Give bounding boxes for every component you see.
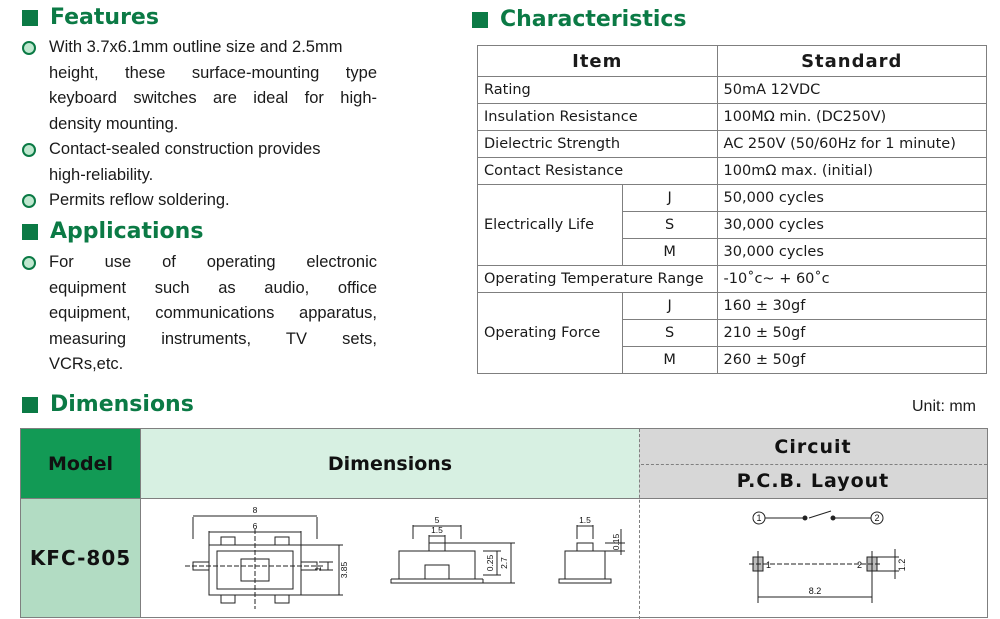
terminal-2-label: 2 bbox=[874, 513, 880, 523]
table-row bbox=[478, 266, 987, 293]
feature-line: With 3.7x6.1mm outline size and 2.5mm bbox=[49, 38, 343, 56]
characteristics-table bbox=[477, 45, 987, 374]
applications-list bbox=[22, 250, 377, 378]
end-view-drawing bbox=[559, 525, 625, 583]
pad-2-label: 2 bbox=[857, 560, 863, 570]
feature-item-1 bbox=[22, 35, 377, 137]
table-row bbox=[478, 158, 987, 185]
row-label: Rating bbox=[478, 77, 718, 104]
circuit-drawing bbox=[753, 511, 883, 524]
table-row bbox=[478, 185, 987, 212]
pcb-header: P.C.B. Layout bbox=[639, 464, 987, 499]
row-value: 160 ± 30gf bbox=[717, 293, 986, 320]
row-value: AC 250V (50/60Hz for 1 minute) bbox=[717, 131, 986, 158]
top-view-drawing bbox=[185, 516, 343, 609]
header-item: Item bbox=[478, 46, 718, 77]
table-row bbox=[478, 77, 987, 104]
dim-top-385: 3.85 bbox=[339, 561, 349, 579]
dim-end-015: 0.15 bbox=[611, 533, 621, 551]
feature-line: Permits reflow soldering. bbox=[49, 191, 230, 209]
row-type: S bbox=[622, 320, 717, 347]
circle-bullet-icon bbox=[22, 256, 36, 270]
table-row bbox=[478, 104, 987, 131]
row-type: J bbox=[622, 185, 717, 212]
dim-side-15: 1.5 bbox=[431, 525, 443, 535]
feature-item-3 bbox=[22, 188, 377, 214]
row-value: 100mΩ max. (initial) bbox=[717, 158, 986, 185]
terminal-1-label: 1 bbox=[756, 513, 762, 523]
column-divider bbox=[639, 429, 640, 619]
row-value: 210 ± 50gf bbox=[717, 320, 986, 347]
row-value: 260 ± 50gf bbox=[717, 347, 986, 374]
table-row bbox=[478, 131, 987, 158]
features-title: Features bbox=[50, 5, 159, 30]
pad-1-label: 1 bbox=[766, 560, 772, 570]
model-header: Model bbox=[21, 429, 141, 499]
dim-pcb-12: 1.2 bbox=[897, 558, 907, 572]
side-view-drawing bbox=[391, 525, 515, 583]
dim-side-27: 2.7 bbox=[499, 557, 509, 569]
row-value: 50mA 12VDC bbox=[717, 77, 986, 104]
circuit-pcb-drawings bbox=[641, 499, 987, 617]
header-standard: Standard bbox=[717, 46, 986, 77]
dimensions-header: Dimensions bbox=[141, 429, 639, 499]
feature-line: density mounting. bbox=[49, 114, 179, 133]
dim-top-1: 1 bbox=[313, 566, 323, 572]
feature-item-2 bbox=[22, 137, 377, 188]
header-divider bbox=[641, 464, 987, 465]
row-value: 30,000 cycles bbox=[717, 239, 986, 266]
row-type: J bbox=[622, 293, 717, 320]
unit-label: Unit: mm bbox=[912, 398, 976, 415]
features-list bbox=[22, 35, 377, 214]
row-label: Operating Force bbox=[478, 293, 623, 374]
table-row bbox=[478, 293, 987, 320]
row-label: Contact Resistance bbox=[478, 158, 718, 185]
model-name: KFC-805 bbox=[21, 499, 141, 617]
row-label: Operating Temperature Range bbox=[478, 266, 718, 293]
circuit-header: Circuit bbox=[639, 429, 987, 464]
circle-bullet-icon bbox=[22, 143, 36, 157]
dim-pcb-82: 8.2 bbox=[808, 586, 822, 596]
dimension-drawings bbox=[141, 499, 639, 617]
application-line: equipment, communications apparatus, bbox=[49, 304, 377, 322]
dimensions-table bbox=[20, 428, 988, 618]
dim-side-5: 5 bbox=[434, 515, 440, 525]
circle-bullet-icon bbox=[22, 41, 36, 55]
application-line: For use of operating electronic bbox=[49, 253, 377, 271]
characteristics-heading bbox=[472, 7, 687, 32]
row-label: Electrically Life bbox=[478, 185, 623, 266]
application-line: measuring instruments, TV sets, bbox=[49, 329, 377, 348]
dim-side-025: 0.25 bbox=[485, 554, 495, 572]
row-value: -10˚c~ + 60˚c bbox=[717, 266, 986, 293]
feature-line: Contact-sealed construction provides bbox=[49, 140, 321, 158]
row-value: 100MΩ min. (DC250V) bbox=[717, 104, 986, 131]
square-bullet-icon bbox=[472, 12, 488, 28]
feature-line: height, these surface-mounting type bbox=[49, 63, 377, 82]
row-type: S bbox=[622, 212, 717, 239]
row-value: 30,000 cycles bbox=[717, 212, 986, 239]
application-item bbox=[22, 250, 377, 378]
pcb-layout-drawing bbox=[749, 549, 899, 603]
applications-heading bbox=[22, 219, 203, 244]
dimensions-heading bbox=[22, 392, 194, 417]
row-label: Insulation Resistance bbox=[478, 104, 718, 131]
feature-line: high-reliability. bbox=[49, 165, 154, 184]
features-heading bbox=[22, 5, 159, 30]
feature-line: keyboard switches are ideal for high- bbox=[49, 89, 377, 107]
dim-end-15: 1.5 bbox=[579, 515, 591, 525]
dim-top-8: 8 bbox=[252, 505, 258, 515]
row-label: Dielectric Strength bbox=[478, 131, 718, 158]
square-bullet-icon bbox=[22, 10, 38, 26]
row-value: 50,000 cycles bbox=[717, 185, 986, 212]
table-header-row bbox=[478, 46, 987, 77]
row-type: M bbox=[622, 239, 717, 266]
row-type: M bbox=[622, 347, 717, 374]
application-line: VCRs,etc. bbox=[49, 355, 124, 373]
square-bullet-icon bbox=[22, 224, 38, 240]
dim-top-6: 6 bbox=[252, 521, 258, 531]
square-bullet-icon bbox=[22, 397, 38, 413]
dimensions-title: Dimensions bbox=[50, 392, 194, 417]
application-line: equipment such as audio, office bbox=[49, 278, 377, 297]
applications-title: Applications bbox=[50, 219, 204, 244]
circle-bullet-icon bbox=[22, 194, 36, 208]
characteristics-title: Characteristics bbox=[500, 7, 687, 32]
